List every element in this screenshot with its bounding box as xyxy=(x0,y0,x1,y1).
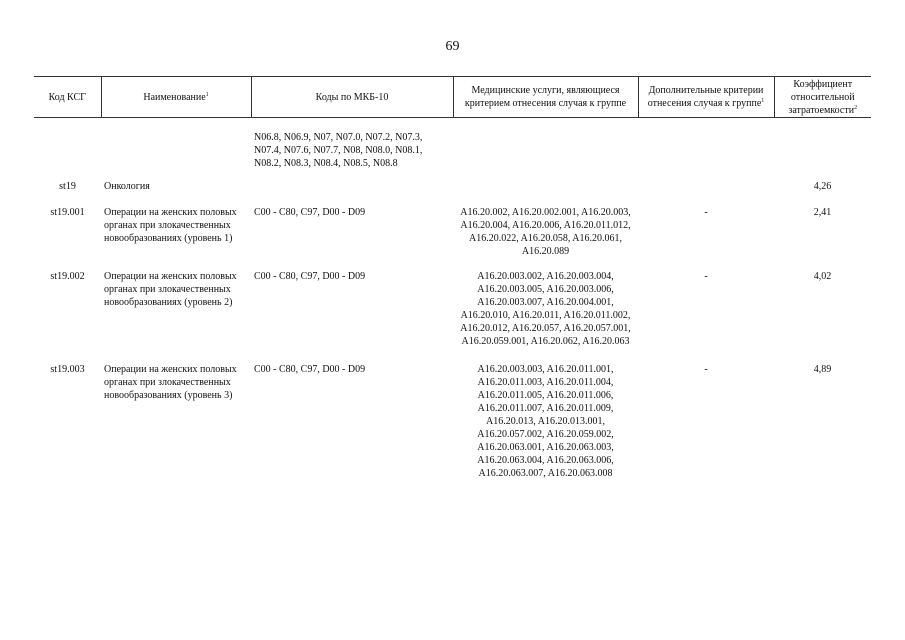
cell-icd: C00 - C80, C97, D00 - D09 xyxy=(254,271,366,282)
table-header-row xyxy=(34,77,871,118)
table-row-continuation xyxy=(34,118,871,171)
cell-coefficient: 4,02 xyxy=(813,271,832,282)
footnote-marker: 1 xyxy=(205,91,209,98)
cell-services: A16.20.002, A16.20.002.001, A16.20.003, A16.20.004, A16.20.006, A16.20.011.012, A16.20.022, A16.20.058, A16.20.061, A16.20.089 xyxy=(460,207,631,257)
header-name: Наименование$^1$ xyxy=(101,77,251,118)
cell-additional xyxy=(638,118,774,171)
cell-icd xyxy=(251,170,453,193)
cell-services xyxy=(453,170,638,193)
ksg-table xyxy=(34,76,871,480)
cell-additional xyxy=(638,170,774,193)
cell-icd: C00 - C80, C97, D00 - D09 xyxy=(254,207,366,218)
header-icd: Коды по МКБ-10 xyxy=(251,77,453,118)
cell-services xyxy=(453,118,638,171)
table-row xyxy=(34,258,871,348)
cell-icd: C00 - C80, C97, D00 - D09 xyxy=(254,364,366,375)
cell-code: st19.003 xyxy=(50,364,85,375)
cell-name: Операции на женских половых органах при злокачественных новообразованиях (уровень 3) xyxy=(104,364,237,401)
table-row xyxy=(34,193,871,258)
cell-icd: N06.8, N06.9, N07, N07.0, N07.2, N07.3, N07.4, N07.6, N07.7, N08, N08.0, N08.1, N08.2, N08.3, N08.4, N08.5, N08.8 xyxy=(254,132,423,169)
cell-coefficient: 2,41 xyxy=(813,207,832,218)
cell-name: Операции на женских половых органах при злокачественных новообразованиях (уровень 2) xyxy=(104,271,237,308)
cell-additional: - xyxy=(704,207,708,218)
cell-services: A16.20.003.002, A16.20.003.004, A16.20.003.005, A16.20.003.006, A16.20.003.007, A16.20.004.001, A16.20.010, A16.20.011, A16.20.011.002, A16.20.012, A16.20.057, A16.20.057.001, A16.20.059.001, A16.20.062, A16.20.063 xyxy=(460,271,631,347)
page-number: 69 xyxy=(445,39,460,54)
cell-code: st19.001 xyxy=(50,207,85,218)
cell-code xyxy=(34,118,101,171)
cell-code: st19.002 xyxy=(50,271,85,282)
cell-name xyxy=(101,118,251,171)
cell-name: Операции на женских половых органах при злокачественных новообразованиях (уровень 1) xyxy=(104,207,237,244)
cell-code: st19 xyxy=(59,181,76,192)
header-additional: Дополнительные критерии отнесения случая к группе$^1$ xyxy=(638,77,774,118)
cell-name: Онкология xyxy=(104,181,150,192)
footnote-marker: 2 xyxy=(854,104,858,111)
footnote-marker: 1 xyxy=(761,98,765,104)
header-services: Медицинские услуги, являющиеся критерием отнесения случая к группе xyxy=(453,77,638,118)
cell-coefficient: 4,89 xyxy=(813,364,832,375)
cell-coefficient: 4,26 xyxy=(813,181,832,192)
cell-additional: - xyxy=(704,364,708,375)
cell-coefficient xyxy=(774,118,871,171)
header-coefficient: Коэффициент относительной затратоемкости$^2$ xyxy=(774,77,871,118)
cell-additional: - xyxy=(704,271,708,282)
table-row xyxy=(34,348,871,480)
cell-services: A16.20.003.003, A16.20.011.001, A16.20.011.003, A16.20.011.004, A16.20.011.005, A16.20.011.006, A16.20.011.007, A16.20.011.009, A16.20.013, A16.20.013.001, A16.20.057.002, A16.20.059.002, A16.20.063.001, A16.20.063.003, A16.20.063.004, A16.20.063.006, A16.20.063.007, A16.20.063.008 xyxy=(477,364,614,479)
header-code: Код КСГ xyxy=(34,77,101,118)
table-row-group xyxy=(34,170,871,193)
